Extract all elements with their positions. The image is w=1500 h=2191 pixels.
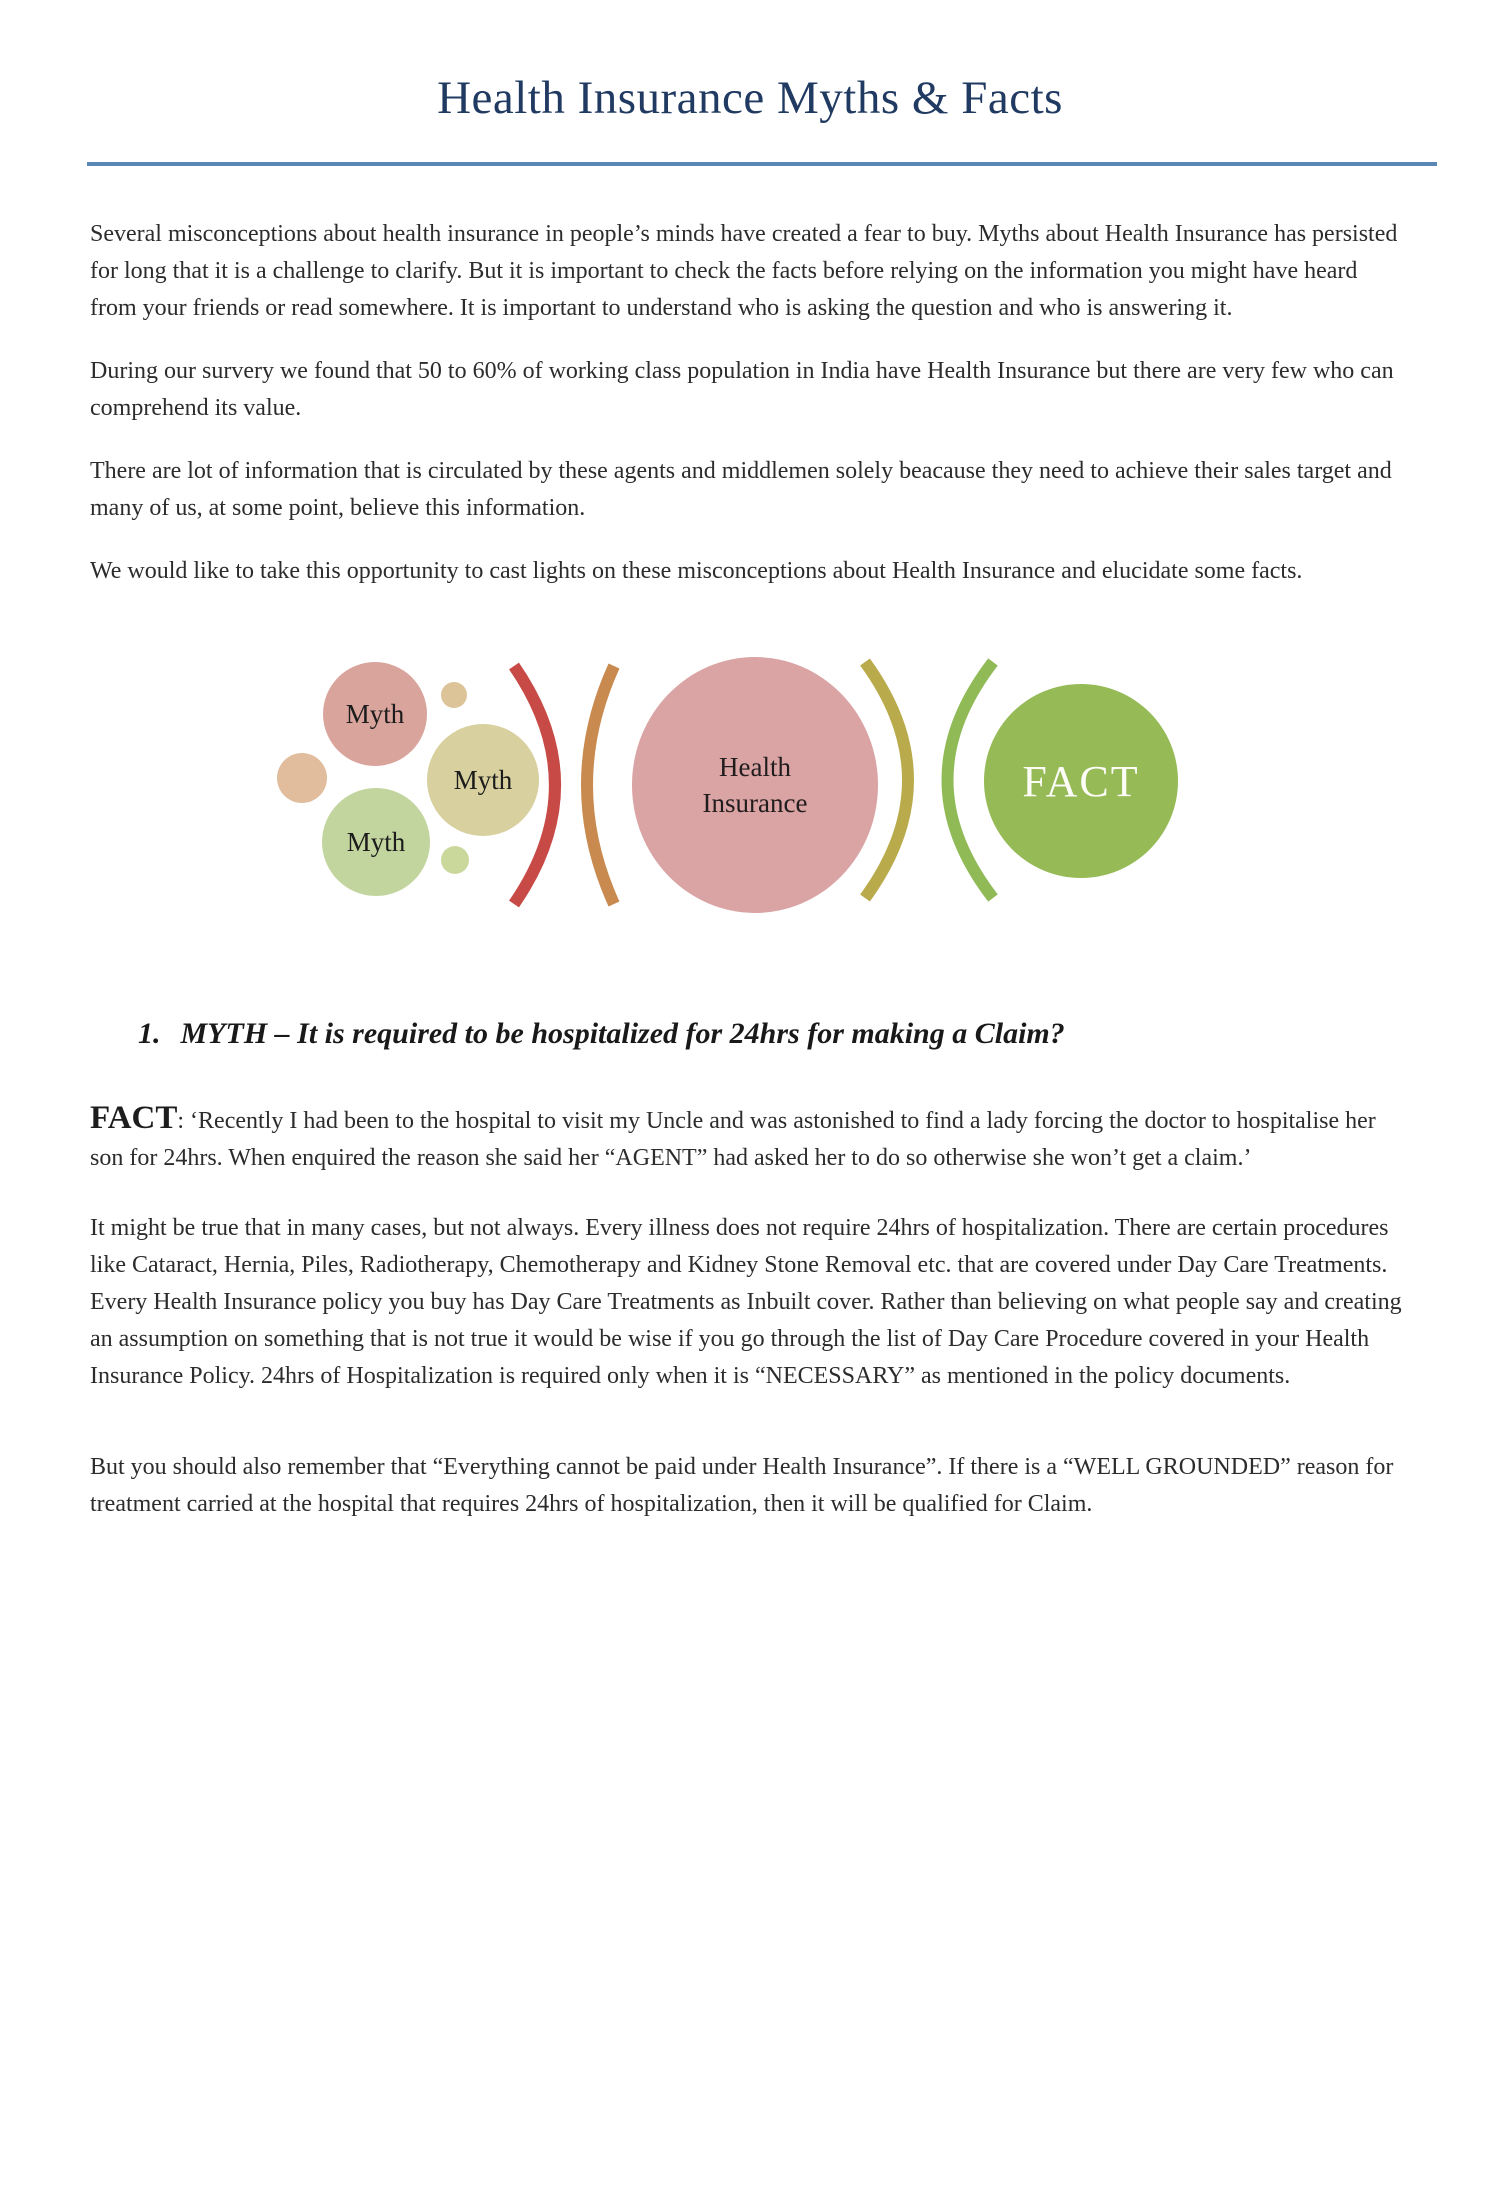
myth-circle-khaki xyxy=(427,724,539,836)
section-heading xyxy=(90,1016,1410,1052)
fact-paragraph xyxy=(90,1100,1410,1177)
fact-circle-label: FACT xyxy=(1022,756,1140,806)
intro-paragraph-2: During our survery we found that 50 to 60% of working class population in India have Health Insurance but there are very few who can comprehend its value. xyxy=(90,358,1394,422)
fact-quote-text: : ‘Recently I had been to the hospital to visit my Uncle and was astonished to find a lady forcing the doctor to hospitalise her son for 24hrs. When enquired the reason she said her “AGENT” had asked her to do so otherwise she won’t get a claim.’ xyxy=(90,1108,1376,1172)
fact-word: FACT xyxy=(90,1100,178,1137)
fact-circle xyxy=(984,684,1178,878)
section-paragraph-1: It might be true that in many cases, but not always. Every illness does not require 24hrs of hospitalization. There are certain procedures like Cataract, Hernia, Piles, Radiotherapy, Chemotherapy and Kidney Stone Removal etc. that are covered under Day Care Treatments. Every Health Insurance policy you buy has Day Care Treatments as Inbuilt cover. Rather than believing on what people say and creating an assumption on something that is not true it would be wise if you go through the list of Day Care Procedure covered in your Health Insurance Policy. 24hrs of Hospitalization is required only when it is “NECESSARY” as mentioned in the policy documents. xyxy=(90,1215,1402,1390)
arc-orange-open-paren xyxy=(587,666,614,904)
health-insurance-label-line1: Health xyxy=(719,752,791,783)
section-number: 1. xyxy=(138,1017,161,1051)
page-title: Health Insurance Myths & Facts xyxy=(437,72,1063,124)
myth-label: Myth xyxy=(345,698,405,729)
myths-vs-facts-diagram xyxy=(90,652,1410,952)
health-insurance-circle xyxy=(632,657,878,913)
document-page xyxy=(0,70,1500,2191)
title-underline-rule xyxy=(87,162,1437,166)
myth-circle-pink xyxy=(323,662,427,766)
health-insurance-label-line2: Insurance xyxy=(702,788,808,819)
section-heading-text: MYTH – It is required to be hospitalized for 24hrs for making a Claim? xyxy=(180,1017,1065,1051)
intro-paragraph-1: Several misconceptions about health insurance in people’s minds have created a fear to buy. Myths about Health Insurance has persisted for long that it is a challenge to clarify. But it is important to check the facts before relying on the information you might have heard from your friends or read somewhere. It is important to understand who is asking the question and who is answering it. xyxy=(90,221,1398,322)
myth-label: Myth xyxy=(453,764,513,795)
myth-label: Myth xyxy=(346,826,406,857)
intro-paragraph-4: We would like to take this opportunity to cast lights on these misconceptions about Health Insurance and elucidate some facts. xyxy=(90,558,1303,585)
myth-circle-green xyxy=(322,788,430,896)
intro-paragraph-3: There are lot of information that is circulated by these agents and middlemen solely beacause they need to achieve their sales target and many of us, at some point, believe this information. xyxy=(90,458,1392,522)
section-paragraph-2: But you should also remember that “Everything cannot be paid under Health Insurance”. If there is a “WELL GROUNDED” reason for treatment carried at the hospital that requires 24hrs of hospitalization, then it will be qualified for Claim. xyxy=(90,1454,1394,1518)
